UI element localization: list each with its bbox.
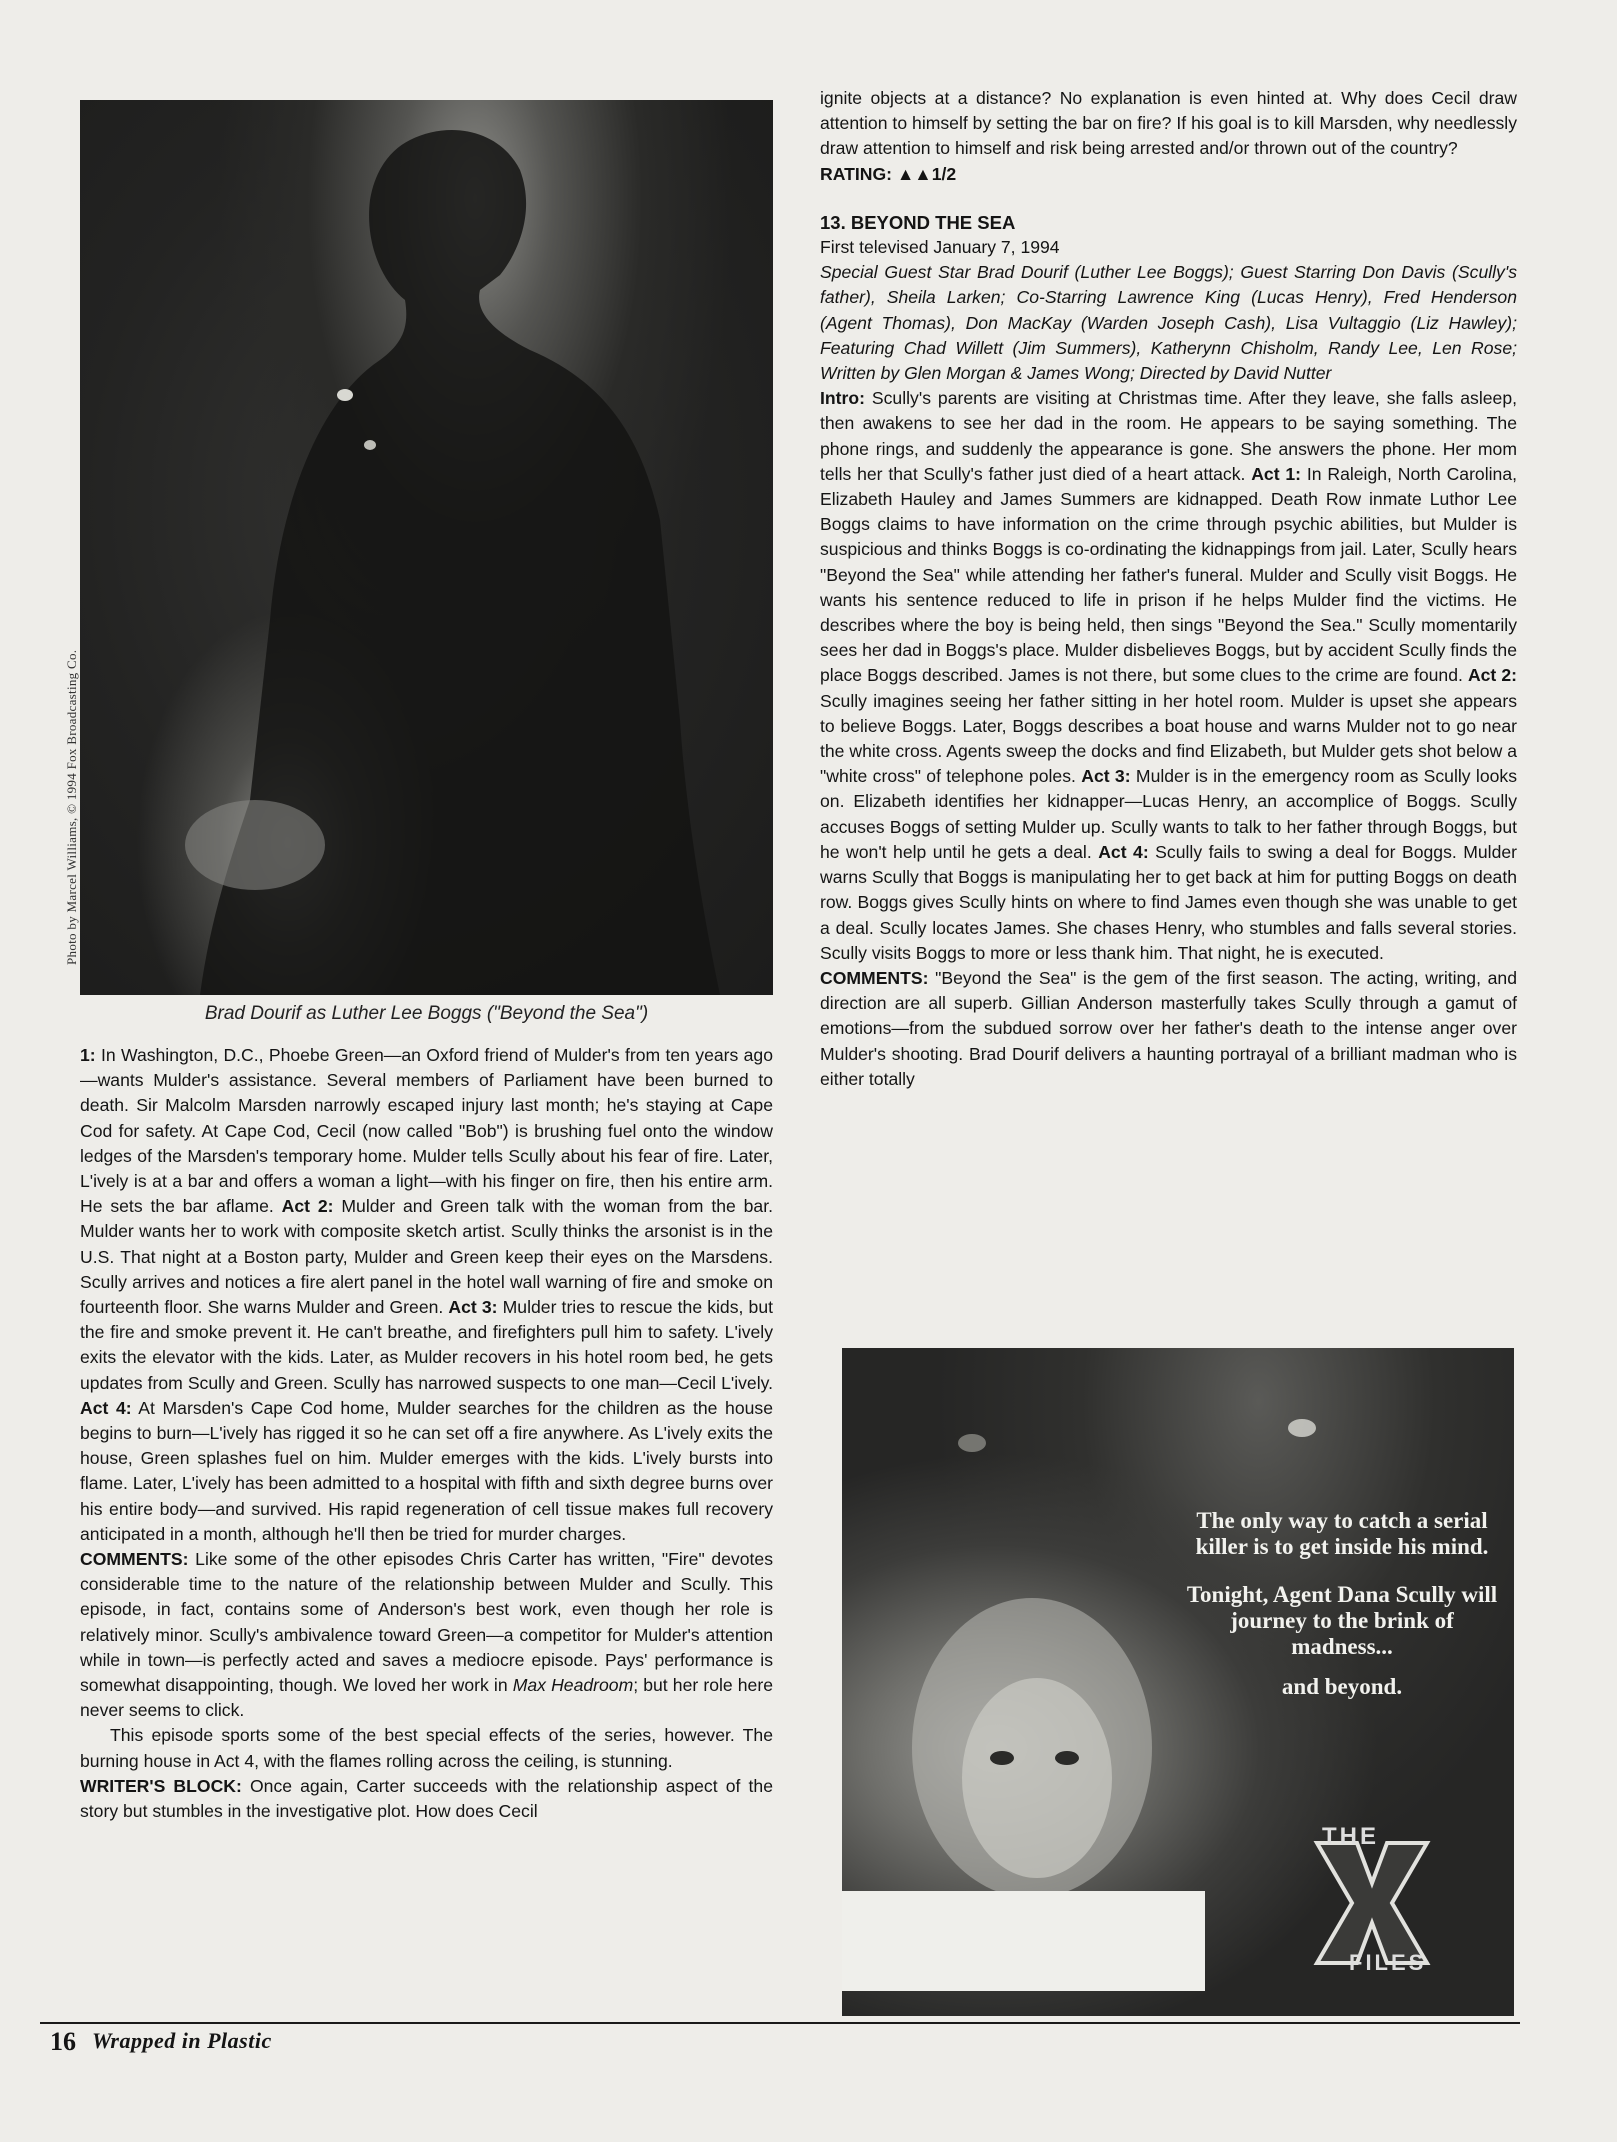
summary-text: Scully fails to swing a deal for Boggs. Mulder warns Scully that Boggs is manipulating her to get back at him for putting Boggs on death row. Boggs gives Scully hints on where to find James even though she was unable to get a deal. Scully locates James. She chases Henry, who stumbles and falls several stories. Scully visits Boggs to more or less thank him. That night, he is executed. bbox=[820, 841, 1518, 963]
act-label: Act 3: bbox=[448, 1297, 498, 1318]
fire-comments-2: This episode sports some of the best special effects of the series, however. The burning house in Act 4, with the flames rolling across the ceiling, is stunning. bbox=[80, 1725, 773, 1771]
beyond-comments bbox=[820, 966, 1517, 1092]
beyond-summary bbox=[820, 386, 1517, 966]
xfiles-logo-files: FILES bbox=[1349, 1950, 1427, 1975]
boggs-photo-silhouette bbox=[80, 100, 773, 995]
show-title: Max Headroom bbox=[512, 1675, 634, 1696]
magazine-name: Wrapped in Plastic bbox=[92, 2028, 272, 2053]
boggs-photo bbox=[80, 100, 773, 995]
summary-text: Scully imagines seeing her father sitting in her hotel room. Mulder is upset she appears to believe Boggs. Later, Boggs describes a boat house and warns Mulder not to go near the white cross. Agents sweep the docks and find Elizabeth, but Mulder gets shot below a "white cross" of telephone poles. bbox=[820, 690, 1517, 787]
act-label: Act 4: bbox=[1098, 841, 1149, 862]
comments-text: "Beyond the Sea" is the gem of the first season. The acting, writing, and direction are all superb. Gillian Anderson masterfully takes Scully through a gamut of emotions—from the subdued sorrow over her father's death to the intense anger over Mulder's shooting. Brad Dourif delivers a haunting portrayal of a brilliant madman who is either totally bbox=[820, 967, 1517, 1089]
act-label: Act 2: bbox=[281, 1196, 334, 1217]
episode-airdate: First televised January 7, 1994 bbox=[820, 237, 1060, 258]
fire-comments bbox=[80, 1547, 773, 1723]
fire-writers-block-cont: ignite objects at a distance? No explanation is even hinted at. Why does Cecil draw attention to himself by setting the bar on fire? If his goal is to kill Marsden, why needlessly draw attention to himself and risk being arrested and/or thrown out of the country? bbox=[820, 88, 1517, 159]
comments-text: ; but her role here never seems to click. bbox=[80, 1675, 773, 1721]
xfiles-advertisement bbox=[842, 1348, 1514, 2016]
photo-caption: Brad Dourif as Luther Lee Boggs ("Beyond the Sea") bbox=[204, 1003, 649, 1024]
act-label: Act 4: bbox=[80, 1397, 132, 1418]
summary-text: Mulder is in the emergency room as Scully looks on. Elizabeth identifies her kidnapper—Lucas Henry, an accomplice of Boggs. Scully accuses Boggs of setting Mulder up. Scully wants to talk to her father through Boggs, but he won't help until he gets a deal. bbox=[820, 766, 1517, 862]
episode-credits: Special Guest Star Brad Dourif (Luther Lee Boggs); Guest Starring Don Davis (Scully's father), Sheila Larken; Co-Starring Lawrence King (Lucas Henry), Fred Henderson (Agent Thomas), Don MacKay (Warden Joseph Cash), Lisa Vultaggio (Liz Hawley); Featuring Chad Willett (Jim Summers), Katherynn Chisholm, Randy Lee, Len Rose; Written by Glen Morgan & James Wong; Directed by David Nutter bbox=[820, 262, 1517, 384]
writers-block-text: Once again, Carter succeeds with the relationship aspect of the story but stumbles in the investigative plot. How does Cecil bbox=[80, 1775, 773, 1822]
episode-title: 13. BEYOND THE SEA bbox=[820, 211, 1016, 233]
summary-text: In Raleigh, North Carolina, Elizabeth Hauley and James Summers are kidnapped. Death Row inmate Luthor Lee Boggs claims to have information on the crime through psychic abilities, but Mulder is suspicious and thinks Boggs is co-ordinating the kidnappings from jail. Later, Scully hears "Beyond the Sea" while attending her father's funeral. Mulder and Scully visit Boggs. He wants his sentence reduced to life in prison if he helps Mulder find the victims. He describes where the boy is being held, then sings "Beyond the Sea." Scully momentarily sees her dad in Boggs's place. Mulder disbelieves Boggs, but by accident Scully finds the place Boggs described. James is not there, but some clues to the crime are found. bbox=[820, 463, 1517, 686]
summary-text: In Washington, D.C., Phoebe Green—an Oxford friend of Mulder's from ten years ago—wants Mulder's assistance. Several members of Parliament have been burned to death. Sir Malcolm Marsden narrowly escaped injury last month; he's staying at Cape Cod for safety. At Cape Cod, Cecil (now called "Bob") is brushing fuel onto the window ledges of the Marsden's temporary home. Mulder tells Scully about his fear of fire. Later, L'ively is at a bar and offers a woman a light—with his finger on fire, then his entire arm. He sets the bar aflame. bbox=[80, 1045, 773, 1217]
fire-summary bbox=[80, 1043, 773, 1547]
ad-tonight: Tonight, Agent Dana Scully will journey to the brink of madness... bbox=[1186, 1582, 1498, 1659]
fire-writers-block bbox=[80, 1774, 773, 1824]
xfiles-logo-the: THE bbox=[1322, 1823, 1379, 1850]
act-label: Act 1: bbox=[1251, 463, 1302, 484]
summary-text: At Marsden's Cape Cod home, Mulder searches for the children as the house begins to burn—L'ively has rigged it so he can set off a fire anywhere. As L'ively exits the house, Green splashes fuel on him. Mulder emerges with the kids. L'ively bursts into flame. Later, L'ively has been admitted to a hospital with fifth and sixth degree burns over his entire body—and survived. His rapid regeneration of cell tissue makes full recovery anticipated in a month, although he'll then be tried for murder charges. bbox=[80, 1397, 773, 1544]
comments-label: COMMENTS: bbox=[80, 1549, 189, 1570]
act-label: 1: bbox=[80, 1045, 96, 1065]
comments-text: Like some of the other episodes Chris Carter has written, "Fire" devotes considerable time to the nature of the relationship between Mulder and Scully. This episode, in fact, contains some of Anderson's best work, even though her role is relatively minor. Scully's ambivalence toward Green—a competitor for Mulder's attention while in town—is perfectly acted and saves a mediocre episode. Pays' performance is somewhat disappointing, though. We loved her work in bbox=[80, 1549, 773, 1696]
writers-block-label: WRITER'S BLOCK: bbox=[80, 1775, 242, 1796]
right-column bbox=[820, 86, 1517, 1092]
act-label: Act 2: bbox=[1467, 665, 1517, 686]
fire-rating bbox=[820, 162, 1517, 187]
summary-text: Mulder and Green talk with the woman from the bar. Mulder wants her to work with composite sketch artist. Scully thinks the arsonist is in the U.S. That night at a Boston party, Mulder and Green keep their eyes on the Marsdens. Scully arrives and notices a fire alert panel in the hotel wall warning of fire and smoke on fourteenth floor. She warns Mulder and Green. bbox=[80, 1196, 773, 1318]
summary-text: Mulder tries to rescue the kids, but the fire and smoke prevent it. He can't breathe, and firefighters pull him to safety. L'ively exits the elevator with the kids. Later, as Mulder recovers in his hotel room bed, he gets updates from Scully and Green. Scully has narrowed suspects to one man—Cecil L'ively. bbox=[80, 1297, 773, 1393]
ad-tagline: The only way to catch a serial killer is to get inside his mind. bbox=[1195, 1508, 1489, 1559]
act-label: Act 3: bbox=[1081, 766, 1131, 787]
ad-and-beyond: and beyond. bbox=[1281, 1674, 1403, 1699]
summary-text: Scully's parents are visiting at Christmas time. After they leave, she falls asleep, then awakens to see her dad in the room. He appears to be saying something. The phone rings, and suddenly the appearance is gone. She answers the phone. Her mom tells her that Scully's father just died of a heart attack. bbox=[820, 388, 1517, 484]
xfiles-logo bbox=[1287, 1803, 1457, 2003]
page-number: 16 bbox=[50, 2027, 76, 2056]
ad-blank-box bbox=[842, 1891, 1205, 1991]
intro-label: Intro: bbox=[820, 388, 865, 409]
fire-review-left bbox=[80, 1043, 773, 1824]
rating-value: ▲▲1/2 bbox=[896, 163, 957, 184]
comments-label: COMMENTS: bbox=[820, 967, 929, 988]
rating-label: RATING: bbox=[820, 163, 892, 184]
footer-rule bbox=[40, 2022, 1520, 2024]
photo-credit: Photo by Marcel Williams, © 1994 Fox Broadcasting Co. bbox=[64, 649, 79, 965]
ad-copy bbox=[1177, 1508, 1507, 1700]
